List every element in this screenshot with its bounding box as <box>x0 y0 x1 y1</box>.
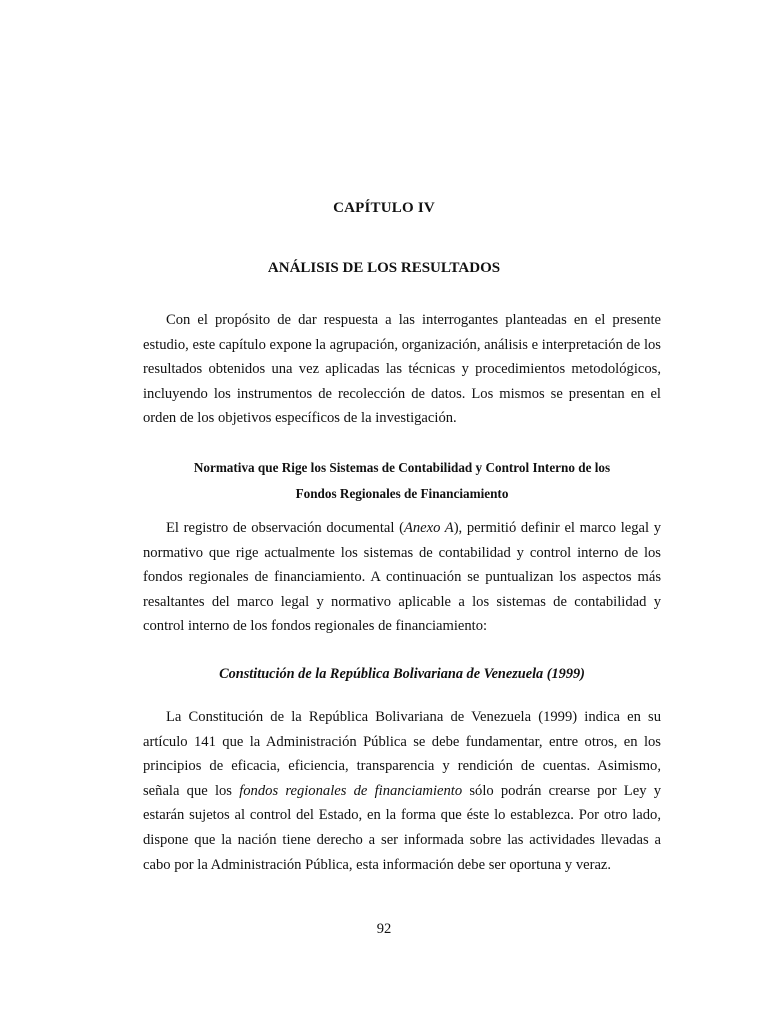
intro-paragraph: Con el propósito de dar respuesta a las interrogantes planteadas en el presente estudio, este capítulo expone la agrupación, organización, análisis e interpretación de los resultados obtenidos una vez aplicadas las técnicas y procedimientos metodológicos, incluyendo los instrumentos de recolección de datos. Los mismos se presentan en el orden de los objetivos específicos de la investigación. <box>143 312 661 427</box>
section-heading <box>143 455 661 507</box>
section-heading-line-1: Normativa que Rige los Sistemas de Contabilidad y Control Interno de los <box>193 460 611 475</box>
chapter-title: CAPÍTULO IV <box>333 200 435 216</box>
section-paragraph-part-1: El registro de observación documental ( <box>166 520 404 536</box>
chapter-heading: ANÁLISIS DE LOS RESULTADOS <box>267 260 501 276</box>
subsection-paragraph-part-2: sólo podrán crearse por Ley y estarán sujetos al control del Estado, en la forma que éste lo establezca. Por otro lado, dispone que la nación tiene derecho a ser informada sobre las actividades llevadas a cabo por la Administración Pública, esta información debe ser oportuna y veraz. <box>143 782 661 873</box>
subsection-paragraph <box>143 705 661 877</box>
subsection-heading: Constitución de la República Bolivariana de Venezuela (1999) <box>219 666 585 682</box>
section-paragraph-part-2: ), permitió definir el marco legal y normativo que rige actualmente los sistemas de contabilidad y control interno de los fondos regionales de financiamiento. A continuación se puntualizan los aspectos más resaltantes del marco legal y normativo aplicable a los sistemas de contabilidad y control interno de los fondos regionales de financiamiento: <box>143 520 661 635</box>
section-heading-line-2: Fondos Regionales de Financiamiento <box>295 486 509 501</box>
page-number: 92 <box>376 921 392 937</box>
subsection-paragraph-part-1: La Constitución de la República Bolivariana de Venezuela (1999) indica en su artículo 141 que la Administración Pública se debe fundamentar, entre otros, en los principios de eficacia, eficiencia, transparencia y rendición de cuentas. Asimismo, señala que los <box>143 709 661 799</box>
annex-reference: Anexo A <box>403 520 454 536</box>
section-paragraph <box>143 516 661 639</box>
emphasized-term: fondos regionales de financiamiento <box>239 782 463 799</box>
